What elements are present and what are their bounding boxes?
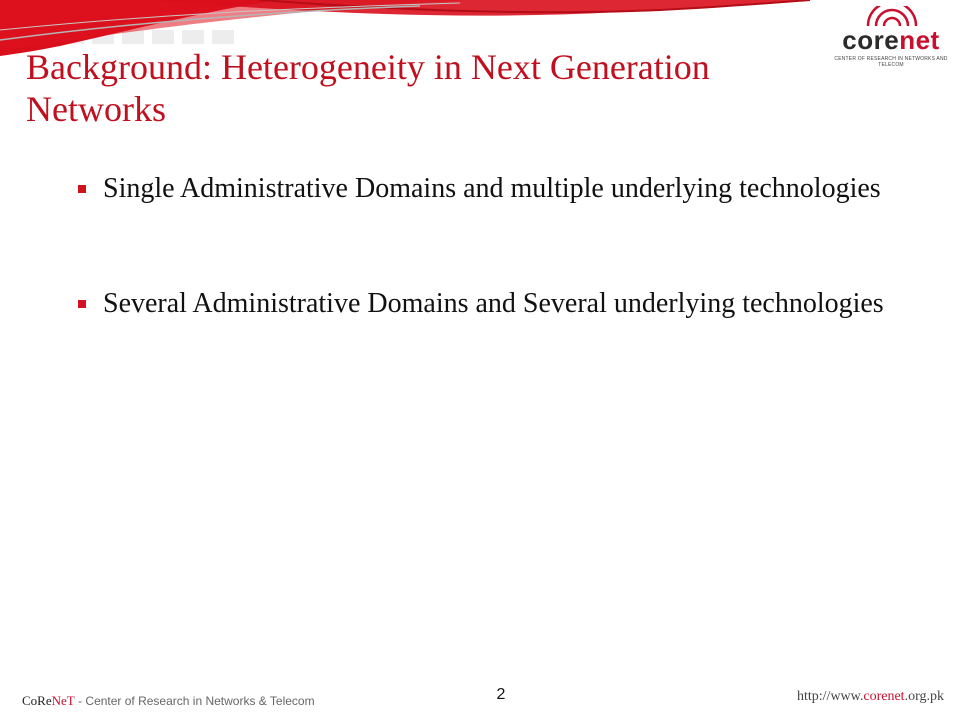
logo-word-core: core [842, 25, 900, 55]
bullet-square-icon [78, 185, 86, 193]
footer-url-suffix: .org.pk [904, 689, 944, 704]
logo-word-net: net [899, 25, 940, 55]
footer-url[interactable] [797, 689, 944, 705]
footer-org-description: - Center of Research in Networks & Telecom [74, 694, 315, 708]
bullet-list [72, 170, 892, 400]
footer-url-brand: corenet [863, 689, 905, 704]
slide-title: Background: Heterogeneity in Next Generation Networks [26, 47, 710, 129]
bullet-item [72, 170, 892, 207]
bullet-item [72, 285, 892, 322]
page-number: 2 [496, 686, 506, 703]
logo-tagline: CENTER OF RESEARCH IN NETWORKS AND TELECOM [834, 56, 948, 68]
logo-wordmark [832, 26, 950, 54]
footer-organization [22, 693, 315, 709]
footer-org-suffix: NeT [51, 693, 75, 708]
bullet-text: Single Administrative Domains and multiple underlying technologies [103, 173, 881, 204]
corenet-logo [832, 6, 950, 68]
bullet-square-icon [78, 300, 86, 308]
footer-org-prefix: CoRe [22, 693, 52, 708]
footer-url-prefix: http://www. [797, 689, 864, 704]
bullet-text: Several Administrative Domains and Several underlying technologies [103, 288, 884, 319]
